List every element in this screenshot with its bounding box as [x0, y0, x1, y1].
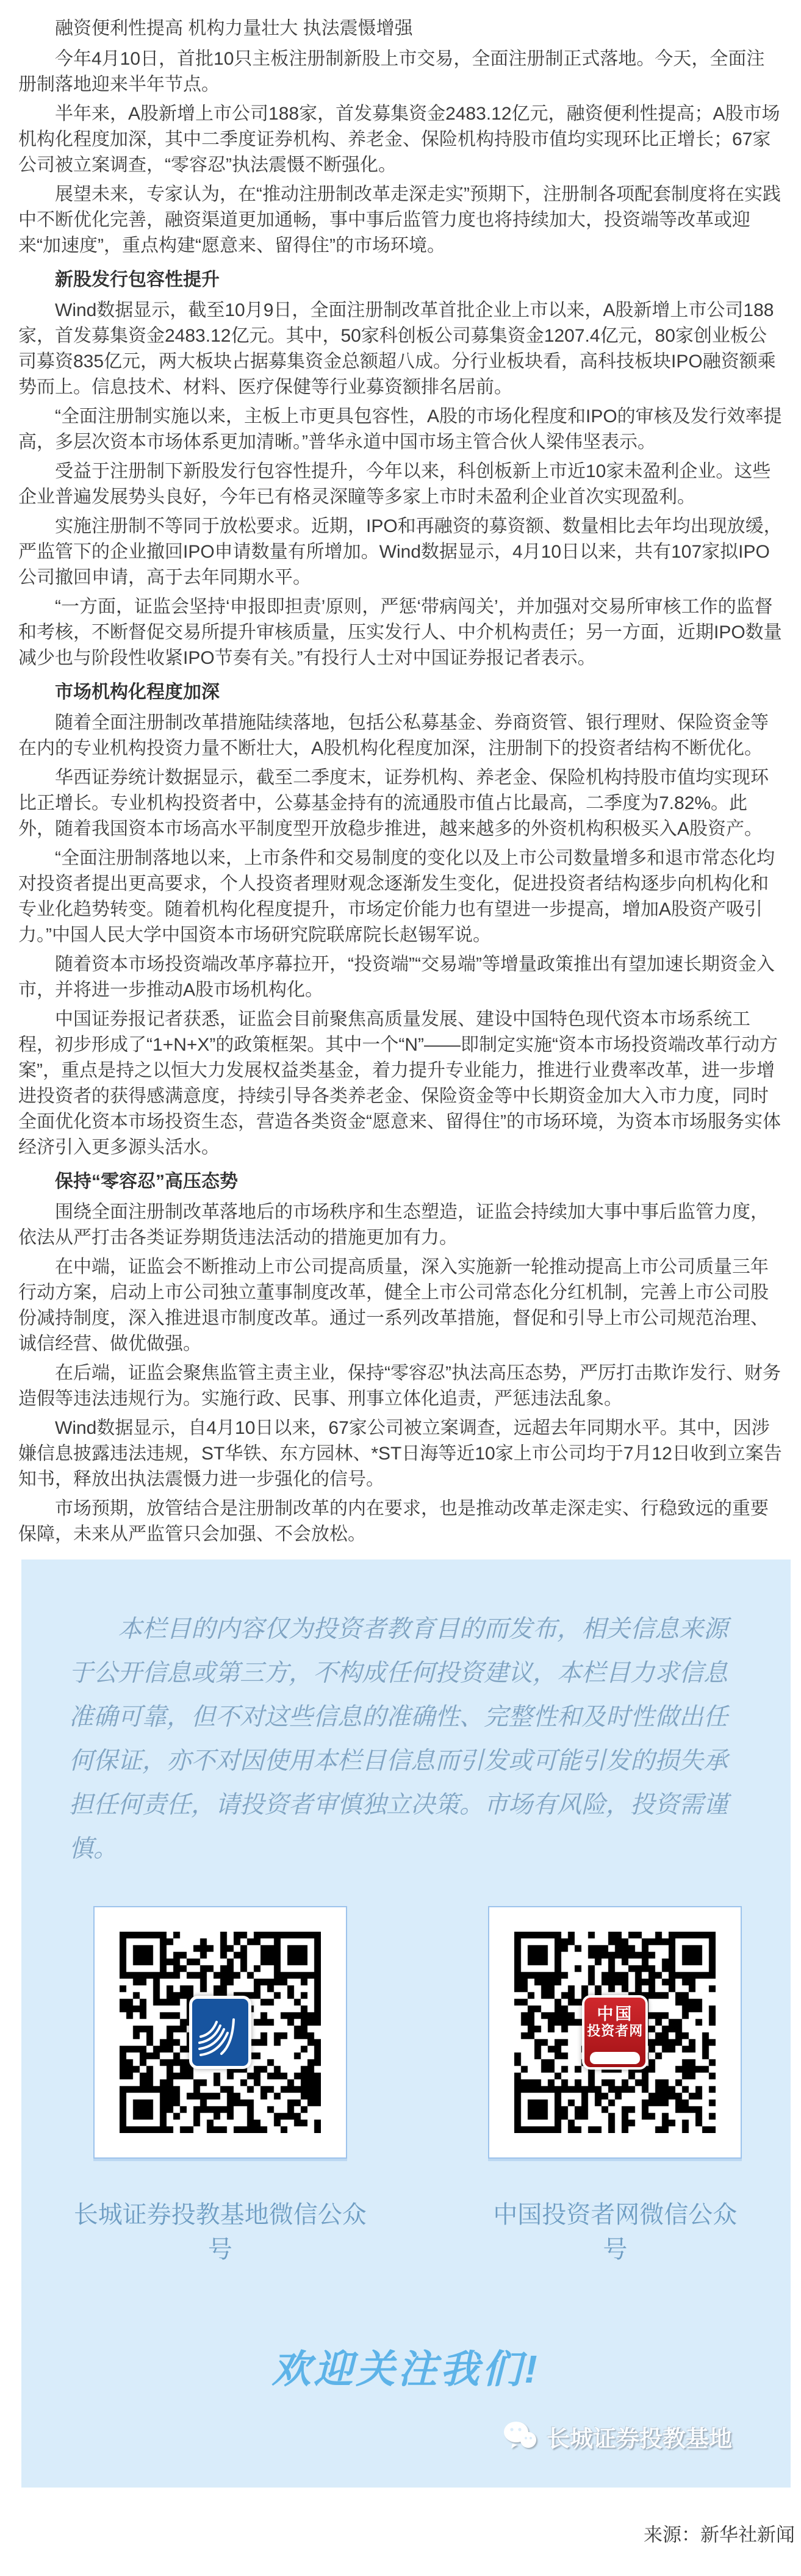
brand-logo-text: 长城证券投教基地 — [546, 2427, 732, 2452]
paragraph: “全面注册制落地以来，上市条件和交易制度的变化以及上市公司数量增多和退市常态化均对投资者提出更高要求，个人投资者理财观念逐渐发生变化，促进投资者结构逐步向机构化和专业化趋势转变。随着机构化程度提升，市场定价能力也有望进一步提高，增加A股资产吸引力。”中国人民大学中国资本市场研究院联席院长赵锡军说。 — [18, 848, 775, 945]
paragraph: 展望未来，专家认为，在“推动注册制改革走深走实”预期下，注册制各项配套制度将在实践中不断优化完善，融资渠道更加通畅，事中事后监管力度也将持续加大，投资端等改革或迎来“加速度”，重点构建“愿意来、留得住”的市场环境。 — [18, 184, 781, 256]
investor-education-box — [21, 1560, 791, 2488]
investor-logo-line1: 中国 — [597, 2005, 634, 2023]
paragraph: 在中端，证监会不断推动上市公司提高质量，深入实施新一轮推动提高上市公司质量三年行动方案，启动上市公司独立董事制度改革，健全上市公司常态化分红机制，完善上市公司股份减持制度，深入推进退市制度改革。通过一系列改革措施，督促和引导上市公司规范治理、诚信经营、做优做强。 — [18, 1257, 769, 1354]
paragraph: Wind数据显示，自4月10日以来，67家公司被立案调查，远超去年同期水平。其中，因涉嫌信息披露违法违规，ST华铁、东方园林、*ST日海等近10家上市公司均于7月12日收到立案告知书，释放出执法震慑力进一步强化的信号。 — [18, 1418, 782, 1489]
paragraph: Wind数据显示，截至10月9日，全面注册制改革首批企业上市以来，A股新增上市公司188家，首发募集资金2483.12亿元。其中，50家科创板公司募集资金1207.4亿元，80家创业板公司募资835亿元，两大板块占据募集资金总额超八成。分行业板块看，高科技板块IPO融资额乘势而上。信息技术、材料、医疗保健等行业募资额排名居前。 — [18, 300, 776, 397]
section-heading: 保持“零容忍”高压态势 — [55, 1171, 238, 1192]
paragraph: 在后端，证监会聚焦监管主责主业，保持“零容忍”执法高压态势，严厉打击欺诈发行、财务造假等违法违规行为。实施行政、民事、刑事立体化追责，严惩违法乱象。 — [18, 1363, 781, 1409]
paragraph: “一方面，证监会坚持‘申报即担责’原则，严惩‘带病闯关’，并加强对交易所审核工作的监督和考核，不断督促交易所提升审核质量，压实发行人、中介机构责任；另一方面，近期IPO数量减少也与阶段性收紧IPO节奏有关。”有投行人士对中国证券报记者表示。 — [18, 597, 782, 668]
paragraph: 围绕全面注册制改革落地后的市场秩序和生态塑造，证监会持续加大事中事后监管力度，依法从严打击各类证券期货违法活动的措施更加有力。 — [18, 1202, 769, 1248]
paragraph: 半年来，A股新增上市公司188家，首发募集资金2483.12亿元，融资便利性提高；A股市场机构化程度加深，其中二季度证券机构、养老金、保险机构持股市值均实现环比正增长；67家公司被立案调查，“零容忍”执法震慑不断强化。 — [18, 104, 780, 175]
wechat-icon — [503, 2420, 538, 2453]
paragraph: 受益于注册制下新股发行包容性提升，今年以来，科创板新上市近10家未盈利企业。这些企业普遍发展势头良好，今年已有格灵深瞳等多家上市时未盈利企业首次实现盈利。 — [18, 461, 771, 507]
paragraph: “全面注册制实施以来，主板上市更具包容性，A股的市场化程度和IPO的审核及发行效率提高，多层次资本市场体系更加清晰。”普华永道中国市场主管合伙人梁伟坚表示。 — [18, 406, 782, 452]
paragraph: 华西证券统计数据显示，截至二季度末，证券机构、养老金、保险机构持股市值均实现环比正增长。专业机构投资者中，公募基金持有的流通股市值占比最高，二季度为7.82%。此外，随着我国资本市场高水平制度型开放稳步推进，越来越多的外资机构积极买入A股资产。 — [18, 768, 769, 839]
investor-logo-line2: 投资者网 — [587, 2023, 644, 2038]
paragraph: 今年4月10日，首批10只主板注册制新股上市交易，全面注册制正式落地。今天，全面注册制落地迎来半年节点。 — [18, 49, 765, 95]
disclaimer-text: 本栏目的内容仅为投资者教育目的而发布，相关信息来源于公开信息或第三方，不构成任何投资建议，本栏目力求信息准确可靠，但不对这些信息的准确性、完整性和及时性做出任何保证，亦不对因使用本栏目信息而引发或可能引发的损失承担任何责任，请投资者审慎独立决策。市场有风险，投资需谨慎。 — [69, 1616, 728, 1862]
paragraph: 随着资本市场投资端改革序幕拉开，“投资端”“交易端”等增量政策推出有望加速长期资金入市，并将进一步推动A股市场机构化。 — [18, 954, 775, 1000]
qr-row — [69, 1906, 743, 2265]
qr-card-investor — [488, 1906, 742, 2159]
greatwall-securities-logo-icon — [189, 1996, 251, 2069]
section-heading: 新股发行包容性提升 — [55, 270, 220, 290]
paragraph: 随着全面注册制改革措施陆续落地，包括公私募基金、券商资管、银行理财、保险资金等在内的专业机构投资力量不断壮大，A股机构化程度加深，注册制下的投资者结构不断优化。 — [18, 713, 769, 758]
qr-column-investor — [487, 1906, 743, 2265]
section-heading: 市场机构化程度加深 — [55, 682, 220, 702]
paragraph: 融资便利性提高 机构力量壮大 执法震慑增强 — [55, 18, 413, 38]
paragraph: 实施注册制不等同于放松要求。近期，IPO和再融资的募资额、数量相比去年均出现放缓，严监管下的企业撤回IPO申请数量有所增加。Wind数据显示，4月10日以来，共有107家拟IPO公司撤回申请，高于去年同期水平。 — [18, 516, 782, 588]
paragraph: 中国证券报记者获悉，证监会目前聚焦高质量发展、建设中国特色现代资本市场系统工程，初步形成了“1+N+X”的政策框架。其中一个“N”——即制定实施“资本市场投资端改革行动方案”，重点是持之以恒大力发展权益类基金，着力提升专业能力，推进行业费率改革，进一步增进投资者的获得感满意度，持续引导各类养老金、保险资金等中长期资金加大入市力度，同时全面优化资本市场投资生态，营造各类资金“愿意来、留得住”的市场环境，为资本市场服务实体经济引入更多源头活水。 — [18, 1009, 781, 1157]
qr-label-investor: 中国投资者网微信公众号 — [493, 2201, 738, 2263]
brand-logo — [69, 2420, 743, 2453]
follow-us-text: 欢迎关注我们! — [271, 2347, 541, 2391]
qr-label-greatwall: 长城证券投教基地微信公众号 — [73, 2201, 367, 2263]
qr-column-greatwall — [69, 1906, 372, 2265]
source-line: 来源：新华社新闻 — [644, 2524, 795, 2545]
qr-card-greatwall — [93, 1906, 347, 2159]
investor-logo-band — [590, 2052, 640, 2064]
paragraph: 市场预期，放管结合是注册制改革的内在要求，也是推动改革走深走实、行稳致远的重要保障，未来从严监管只会加强、不会放松。 — [18, 1498, 769, 1544]
investor-china-logo-icon — [582, 1995, 648, 2070]
